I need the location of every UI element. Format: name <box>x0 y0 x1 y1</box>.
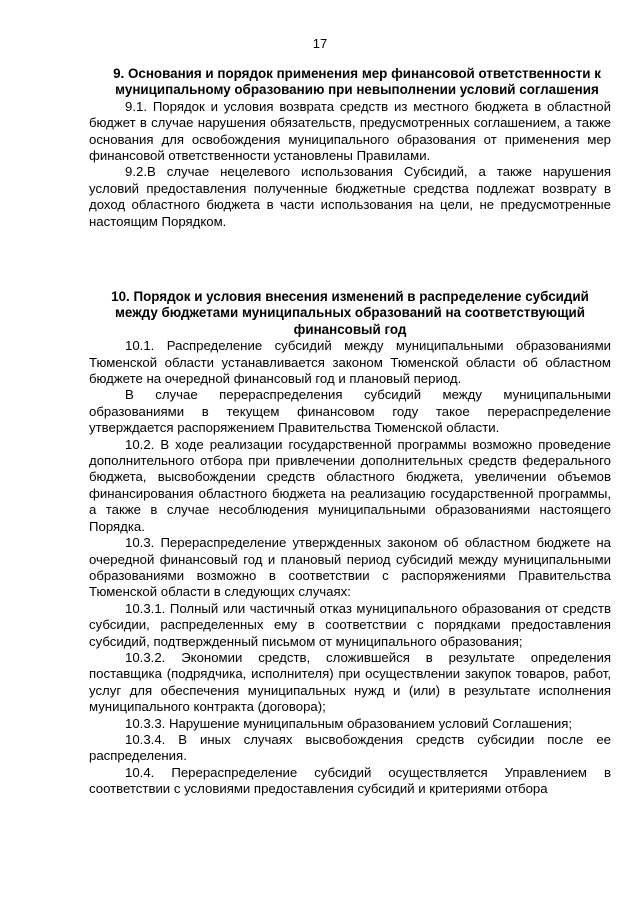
section-9-heading: 9. Основания и порядок применения мер финансовой ответственности к муниципальному образованию при невыполнении условий соглашения <box>113 66 601 98</box>
paragraph-10-3: 10.3. Перераспределение утвержденных законом об областном бюджете на очередной финансовый год и плановый период субсидий между муниципальными образованиями возможно в соответствии с распоряжениями Правительства Тюменской области в следующих случаях: <box>89 535 611 600</box>
paragraph-9-1: 9.1. Порядок и условия возврата средств из местного бюджета в областной бюджет в случае нарушения обязательств, предусмотренных соглашением, а также основания для освобождения муниципального образования от применения мер финансовой ответственности установлены Правилами. <box>89 98 611 164</box>
page-number: 17 <box>312 36 328 51</box>
section-9 <box>89 66 611 230</box>
paragraph-10-3-1: 10.3.1. Полный или частичный отказ муниципального образования от средств субсидии, распределенных ему в соответствии с порядками предоставления субсидий, подтвержденный письмом от муниципального образования; <box>89 600 611 649</box>
paragraph-10-3-3: 10.3.3. Нарушение муниципальным образованием условий Соглашения; <box>125 715 573 731</box>
paragraph-10-1: 10.1. Распределение субсидий между муниципальными образованиями Тюменской области устанавливается законом Тюменской области об областном бюджете на очередной финансовый год и плановый период. <box>89 338 611 387</box>
paragraph-10-2: 10.2. В ходе реализации государственной программы возможно проведение дополнительного отбора при привлечении дополнительных средств федерального бюджета, высвобождении средств областного бюджета, увеличении объемов финансирования областного бюджета на реализацию государственной программы, а также в случае несоблюдения муниципальными образованиями настоящего Порядка. <box>89 436 611 534</box>
paragraph-10-4: 10.4. Перераспределение субсидий осуществляется Управлением в соответствии с условиями предоставления субсидий и критериями отбора <box>89 764 611 797</box>
paragraph-10-3-2: 10.3.2. Экономии средств, сложившейся в результате определения поставщика (подрядчика, исполнителя) при осуществлении закупок товаров, работ, услуг для обеспечения муниципальных нужд и (или) в результате исполнения муниципального контракта (договора); <box>89 649 611 715</box>
section-10 <box>89 289 611 798</box>
paragraph-10-3-4: 10.3.4. В иных случаях высвобождения средств субсидии после ее распределения. <box>89 731 611 764</box>
paragraph-9-2: 9.2.В случае нецелевого использования Субсидий, а также нарушения условий предоставления полученные бюджетные средства подлежат возврату в доход областного бюджета в части использования на цели, не предусмотренные настоящим Порядком. <box>89 164 611 229</box>
section-10-heading: 10. Порядок и условия внесения изменений в распределение субсидий между бюджетами муниципальных образований на соответствующий финансовый год <box>111 289 589 337</box>
paragraph-10-1-redistribution: В случае перераспределения субсидий между муниципальными образованиями в текущем финансовом году такое перераспределение утверждается распоряжением Правительства Тюменской области. <box>89 387 611 436</box>
